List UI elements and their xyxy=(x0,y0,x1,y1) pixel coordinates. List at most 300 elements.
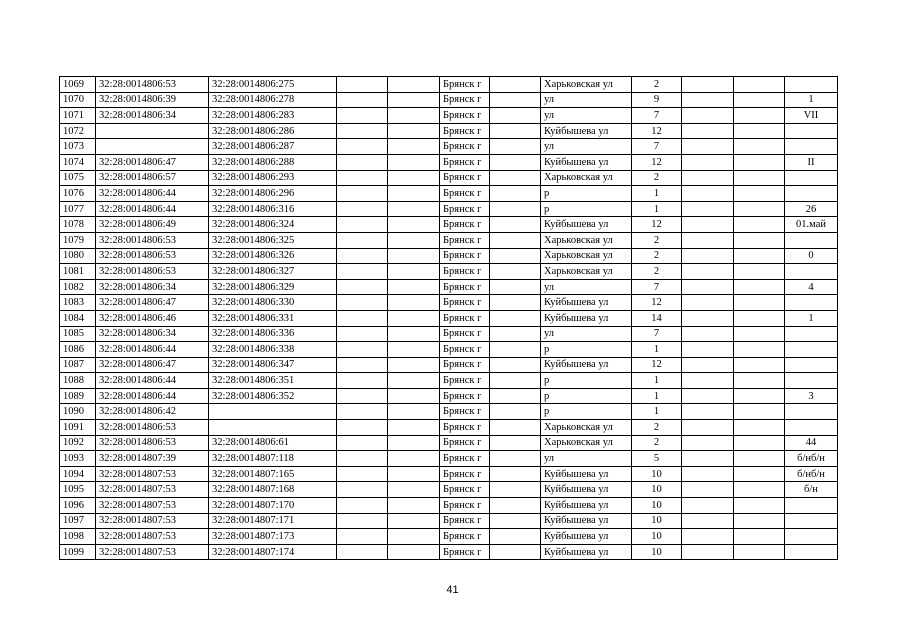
city-cell: Брянск г xyxy=(440,232,490,248)
house-number-cell: 1 xyxy=(632,201,682,217)
empty-cell xyxy=(734,170,785,186)
building-cadastral-number-cell: 32:28:0014806:287 xyxy=(209,139,337,155)
table-row xyxy=(60,170,838,186)
row-number-cell: 1086 xyxy=(60,342,96,358)
empty-cell xyxy=(388,123,440,139)
empty-cell xyxy=(490,388,541,404)
empty-cell xyxy=(388,342,440,358)
city-cell: Брянск г xyxy=(440,498,490,514)
row-number-cell: 1073 xyxy=(60,139,96,155)
empty-cell xyxy=(337,77,388,93)
empty-cell xyxy=(490,310,541,326)
parcel-cadastral-number-cell: 32:28:0014806:57 xyxy=(96,170,209,186)
empty-cell xyxy=(490,373,541,389)
street-cell: Куйбышева ул xyxy=(541,123,632,139)
empty-cell xyxy=(490,170,541,186)
street-cell: р xyxy=(541,186,632,202)
empty-cell xyxy=(682,77,734,93)
empty-cell xyxy=(337,373,388,389)
flat-number-cell xyxy=(785,498,838,514)
row-number-cell: 1087 xyxy=(60,357,96,373)
flat-number-cell: б/нб/н xyxy=(785,451,838,467)
flat-number-cell xyxy=(785,326,838,342)
row-number-cell: 1091 xyxy=(60,420,96,436)
parcel-cadastral-number-cell: 32:28:0014806:44 xyxy=(96,342,209,358)
table-row xyxy=(60,108,838,124)
empty-cell xyxy=(734,279,785,295)
street-cell: Куйбышева ул xyxy=(541,513,632,529)
building-cadastral-number-cell xyxy=(209,420,337,436)
row-number-cell: 1081 xyxy=(60,264,96,280)
parcel-cadastral-number-cell: 32:28:0014806:53 xyxy=(96,435,209,451)
empty-cell xyxy=(490,326,541,342)
empty-cell xyxy=(337,232,388,248)
empty-cell xyxy=(337,466,388,482)
street-cell: Харьковская ул xyxy=(541,232,632,248)
empty-cell xyxy=(490,404,541,420)
street-cell: Куйбышева ул xyxy=(541,295,632,311)
empty-cell xyxy=(490,451,541,467)
flat-number-cell: 1 xyxy=(785,310,838,326)
flat-number-cell xyxy=(785,513,838,529)
flat-number-cell xyxy=(785,77,838,93)
house-number-cell: 10 xyxy=(632,513,682,529)
house-number-cell: 12 xyxy=(632,357,682,373)
empty-cell xyxy=(388,295,440,311)
empty-cell xyxy=(734,466,785,482)
street-cell: Харьковская ул xyxy=(541,170,632,186)
empty-cell xyxy=(682,498,734,514)
empty-cell xyxy=(734,154,785,170)
empty-cell xyxy=(388,388,440,404)
building-cadastral-number-cell: 32:28:0014806:286 xyxy=(209,123,337,139)
flat-number-cell: б/н xyxy=(785,482,838,498)
house-number-cell: 2 xyxy=(632,248,682,264)
street-cell: Харьковская ул xyxy=(541,248,632,264)
house-number-cell: 5 xyxy=(632,451,682,467)
table-row xyxy=(60,232,838,248)
row-number-cell: 1078 xyxy=(60,217,96,233)
empty-cell xyxy=(734,404,785,420)
empty-cell xyxy=(388,248,440,264)
house-number-cell: 2 xyxy=(632,170,682,186)
building-cadastral-number-cell: 32:28:0014806:325 xyxy=(209,232,337,248)
empty-cell xyxy=(388,232,440,248)
street-cell: ул xyxy=(541,139,632,155)
parcel-cadastral-number-cell xyxy=(96,139,209,155)
empty-cell xyxy=(490,123,541,139)
building-cadastral-number-cell: 32:28:0014806:329 xyxy=(209,279,337,295)
building-cadastral-number-cell: 32:28:0014807:173 xyxy=(209,529,337,545)
street-cell: Куйбышева ул xyxy=(541,310,632,326)
parcel-cadastral-number-cell: 32:28:0014806:53 xyxy=(96,77,209,93)
parcel-cadastral-number-cell: 32:28:0014807:39 xyxy=(96,451,209,467)
building-cadastral-number-cell: 32:28:0014806:338 xyxy=(209,342,337,358)
empty-cell xyxy=(337,420,388,436)
parcel-cadastral-number-cell: 32:28:0014806:44 xyxy=(96,388,209,404)
empty-cell xyxy=(682,310,734,326)
empty-cell xyxy=(337,92,388,108)
city-cell: Брянск г xyxy=(440,466,490,482)
address-register-table xyxy=(59,76,838,560)
house-number-cell: 2 xyxy=(632,77,682,93)
empty-cell xyxy=(388,154,440,170)
empty-cell xyxy=(337,498,388,514)
house-number-cell: 7 xyxy=(632,279,682,295)
table-row xyxy=(60,482,838,498)
city-cell: Брянск г xyxy=(440,217,490,233)
table-row xyxy=(60,123,838,139)
flat-number-cell: 1 xyxy=(785,92,838,108)
empty-cell xyxy=(337,451,388,467)
empty-cell xyxy=(388,279,440,295)
empty-cell xyxy=(682,186,734,202)
row-number-cell: 1088 xyxy=(60,373,96,389)
parcel-cadastral-number-cell: 32:28:0014806:44 xyxy=(96,373,209,389)
street-cell: р xyxy=(541,342,632,358)
parcel-cadastral-number-cell: 32:28:0014807:53 xyxy=(96,498,209,514)
empty-cell xyxy=(682,123,734,139)
empty-cell xyxy=(388,435,440,451)
row-number-cell: 1092 xyxy=(60,435,96,451)
empty-cell xyxy=(734,264,785,280)
empty-cell xyxy=(388,513,440,529)
city-cell: Брянск г xyxy=(440,201,490,217)
empty-cell xyxy=(734,123,785,139)
street-cell: Куйбышева ул xyxy=(541,498,632,514)
street-cell: ул xyxy=(541,326,632,342)
table-row xyxy=(60,404,838,420)
empty-cell xyxy=(682,435,734,451)
row-number-cell: 1069 xyxy=(60,77,96,93)
table-row xyxy=(60,373,838,389)
row-number-cell: 1096 xyxy=(60,498,96,514)
flat-number-cell: 4 xyxy=(785,279,838,295)
empty-cell xyxy=(337,248,388,264)
empty-cell xyxy=(388,404,440,420)
empty-cell xyxy=(734,513,785,529)
building-cadastral-number-cell: 32:28:0014806:61 xyxy=(209,435,337,451)
table-row xyxy=(60,466,838,482)
table-row xyxy=(60,186,838,202)
street-cell: ул xyxy=(541,108,632,124)
empty-cell xyxy=(490,420,541,436)
house-number-cell: 12 xyxy=(632,123,682,139)
house-number-cell: 7 xyxy=(632,108,682,124)
building-cadastral-number-cell: 32:28:0014806:347 xyxy=(209,357,337,373)
parcel-cadastral-number-cell: 32:28:0014806:47 xyxy=(96,357,209,373)
empty-cell xyxy=(388,326,440,342)
flat-number-cell xyxy=(785,404,838,420)
empty-cell xyxy=(490,544,541,560)
flat-number-cell: VII xyxy=(785,108,838,124)
empty-cell xyxy=(734,232,785,248)
house-number-cell: 2 xyxy=(632,435,682,451)
house-number-cell: 10 xyxy=(632,498,682,514)
empty-cell xyxy=(490,108,541,124)
empty-cell xyxy=(388,170,440,186)
house-number-cell: 10 xyxy=(632,529,682,545)
empty-cell xyxy=(734,186,785,202)
table-row xyxy=(60,513,838,529)
row-number-cell: 1076 xyxy=(60,186,96,202)
table-row xyxy=(60,139,838,155)
empty-cell xyxy=(388,498,440,514)
city-cell: Брянск г xyxy=(440,279,490,295)
empty-cell xyxy=(682,513,734,529)
row-number-cell: 1080 xyxy=(60,248,96,264)
house-number-cell: 1 xyxy=(632,186,682,202)
flat-number-cell: II xyxy=(785,154,838,170)
empty-cell xyxy=(337,404,388,420)
table-row xyxy=(60,248,838,264)
table-row xyxy=(60,420,838,436)
building-cadastral-number-cell: 32:28:0014806:336 xyxy=(209,326,337,342)
empty-cell xyxy=(490,139,541,155)
city-cell: Брянск г xyxy=(440,529,490,545)
empty-cell xyxy=(682,357,734,373)
empty-cell xyxy=(388,357,440,373)
empty-cell xyxy=(337,170,388,186)
building-cadastral-number-cell: 32:28:0014806:296 xyxy=(209,186,337,202)
empty-cell xyxy=(682,326,734,342)
empty-cell xyxy=(734,248,785,264)
row-number-cell: 1075 xyxy=(60,170,96,186)
table-row xyxy=(60,326,838,342)
empty-cell xyxy=(337,326,388,342)
table-row xyxy=(60,154,838,170)
empty-cell xyxy=(490,357,541,373)
empty-cell xyxy=(388,186,440,202)
parcel-cadastral-number-cell: 32:28:0014806:46 xyxy=(96,310,209,326)
empty-cell xyxy=(734,139,785,155)
empty-cell xyxy=(490,201,541,217)
street-cell: Куйбышева ул xyxy=(541,154,632,170)
city-cell: Брянск г xyxy=(440,108,490,124)
empty-cell xyxy=(734,451,785,467)
empty-cell xyxy=(337,139,388,155)
flat-number-cell: б/нб/н xyxy=(785,466,838,482)
building-cadastral-number-cell: 32:28:0014807:170 xyxy=(209,498,337,514)
empty-cell xyxy=(337,123,388,139)
parcel-cadastral-number-cell: 32:28:0014806:44 xyxy=(96,186,209,202)
empty-cell xyxy=(734,310,785,326)
table-row xyxy=(60,77,838,93)
parcel-cadastral-number-cell: 32:28:0014806:47 xyxy=(96,295,209,311)
row-number-cell: 1085 xyxy=(60,326,96,342)
table-row xyxy=(60,388,838,404)
building-cadastral-number-cell: 32:28:0014806:351 xyxy=(209,373,337,389)
flat-number-cell: 0 xyxy=(785,248,838,264)
street-cell: Харьковская ул xyxy=(541,435,632,451)
empty-cell xyxy=(734,217,785,233)
empty-cell xyxy=(682,154,734,170)
empty-cell xyxy=(734,420,785,436)
empty-cell xyxy=(388,310,440,326)
parcel-cadastral-number-cell: 32:28:0014806:53 xyxy=(96,248,209,264)
house-number-cell: 12 xyxy=(632,217,682,233)
city-cell: Брянск г xyxy=(440,482,490,498)
parcel-cadastral-number-cell: 32:28:0014806:34 xyxy=(96,108,209,124)
city-cell: Брянск г xyxy=(440,154,490,170)
row-number-cell: 1093 xyxy=(60,451,96,467)
empty-cell xyxy=(337,217,388,233)
empty-cell xyxy=(337,357,388,373)
empty-cell xyxy=(682,342,734,358)
empty-cell xyxy=(734,108,785,124)
city-cell: Брянск г xyxy=(440,435,490,451)
empty-cell xyxy=(682,108,734,124)
empty-cell xyxy=(337,186,388,202)
street-cell: р xyxy=(541,201,632,217)
table-row xyxy=(60,529,838,545)
empty-cell xyxy=(388,544,440,560)
building-cadastral-number-cell: 32:28:0014806:275 xyxy=(209,77,337,93)
street-cell: Куйбышева ул xyxy=(541,544,632,560)
flat-number-cell xyxy=(785,232,838,248)
empty-cell xyxy=(734,92,785,108)
house-number-cell: 9 xyxy=(632,92,682,108)
city-cell: Брянск г xyxy=(440,264,490,280)
house-number-cell: 14 xyxy=(632,310,682,326)
street-cell: Куйбышева ул xyxy=(541,357,632,373)
house-number-cell: 10 xyxy=(632,544,682,560)
house-number-cell: 1 xyxy=(632,373,682,389)
city-cell: Брянск г xyxy=(440,544,490,560)
city-cell: Брянск г xyxy=(440,326,490,342)
empty-cell xyxy=(682,201,734,217)
city-cell: Брянск г xyxy=(440,77,490,93)
row-number-cell: 1090 xyxy=(60,404,96,420)
building-cadastral-number-cell: 32:28:0014807:168 xyxy=(209,482,337,498)
house-number-cell: 2 xyxy=(632,232,682,248)
house-number-cell: 12 xyxy=(632,154,682,170)
table-row xyxy=(60,217,838,233)
row-number-cell: 1079 xyxy=(60,232,96,248)
empty-cell xyxy=(337,482,388,498)
empty-cell xyxy=(490,529,541,545)
parcel-cadastral-number-cell: 32:28:0014807:53 xyxy=(96,466,209,482)
row-number-cell: 1083 xyxy=(60,295,96,311)
table-row xyxy=(60,498,838,514)
empty-cell xyxy=(682,264,734,280)
empty-cell xyxy=(682,466,734,482)
city-cell: Брянск г xyxy=(440,342,490,358)
parcel-cadastral-number-cell: 32:28:0014807:53 xyxy=(96,544,209,560)
empty-cell xyxy=(388,451,440,467)
empty-cell xyxy=(682,232,734,248)
street-cell: Куйбышева ул xyxy=(541,217,632,233)
empty-cell xyxy=(734,295,785,311)
flat-number-cell: 3 xyxy=(785,388,838,404)
house-number-cell: 2 xyxy=(632,264,682,280)
city-cell: Брянск г xyxy=(440,186,490,202)
empty-cell xyxy=(337,108,388,124)
street-cell: р xyxy=(541,404,632,420)
building-cadastral-number-cell: 32:28:0014806:283 xyxy=(209,108,337,124)
empty-cell xyxy=(337,342,388,358)
street-cell: ул xyxy=(541,451,632,467)
building-cadastral-number-cell: 32:28:0014806:330 xyxy=(209,295,337,311)
table-row xyxy=(60,342,838,358)
empty-cell xyxy=(388,139,440,155)
empty-cell xyxy=(388,373,440,389)
empty-cell xyxy=(388,529,440,545)
city-cell: Брянск г xyxy=(440,295,490,311)
empty-cell xyxy=(490,295,541,311)
empty-cell xyxy=(388,217,440,233)
street-cell: Куйбышева ул xyxy=(541,482,632,498)
empty-cell xyxy=(490,342,541,358)
flat-number-cell: 44 xyxy=(785,435,838,451)
empty-cell xyxy=(337,154,388,170)
empty-cell xyxy=(734,77,785,93)
flat-number-cell: 01.май xyxy=(785,217,838,233)
empty-cell xyxy=(682,544,734,560)
flat-number-cell xyxy=(785,544,838,560)
house-number-cell: 12 xyxy=(632,295,682,311)
building-cadastral-number-cell: 32:28:0014806:326 xyxy=(209,248,337,264)
flat-number-cell xyxy=(785,342,838,358)
house-number-cell: 7 xyxy=(632,139,682,155)
table-row xyxy=(60,279,838,295)
building-cadastral-number-cell xyxy=(209,404,337,420)
flat-number-cell xyxy=(785,186,838,202)
house-number-cell: 10 xyxy=(632,482,682,498)
flat-number-cell xyxy=(785,123,838,139)
empty-cell xyxy=(337,295,388,311)
page-number: 41 xyxy=(446,584,459,596)
empty-cell xyxy=(682,388,734,404)
city-cell: Брянск г xyxy=(440,123,490,139)
empty-cell xyxy=(734,435,785,451)
parcel-cadastral-number-cell: 32:28:0014806:39 xyxy=(96,92,209,108)
row-number-cell: 1098 xyxy=(60,529,96,545)
empty-cell xyxy=(682,217,734,233)
building-cadastral-number-cell: 32:28:0014806:288 xyxy=(209,154,337,170)
empty-cell xyxy=(490,186,541,202)
city-cell: Брянск г xyxy=(440,373,490,389)
table-row xyxy=(60,92,838,108)
empty-cell xyxy=(682,279,734,295)
empty-cell xyxy=(734,357,785,373)
empty-cell xyxy=(388,264,440,280)
flat-number-cell xyxy=(785,264,838,280)
parcel-cadastral-number-cell: 32:28:0014806:44 xyxy=(96,201,209,217)
row-number-cell: 1097 xyxy=(60,513,96,529)
empty-cell xyxy=(337,388,388,404)
city-cell: Брянск г xyxy=(440,420,490,436)
parcel-cadastral-number-cell: 32:28:0014806:34 xyxy=(96,326,209,342)
building-cadastral-number-cell: 32:28:0014806:331 xyxy=(209,310,337,326)
empty-cell xyxy=(388,108,440,124)
empty-cell xyxy=(337,264,388,280)
row-number-cell: 1070 xyxy=(60,92,96,108)
empty-cell xyxy=(388,77,440,93)
empty-cell xyxy=(682,139,734,155)
row-number-cell: 1074 xyxy=(60,154,96,170)
empty-cell xyxy=(490,279,541,295)
building-cadastral-number-cell: 32:28:0014807:118 xyxy=(209,451,337,467)
flat-number-cell xyxy=(785,373,838,389)
building-cadastral-number-cell: 32:28:0014806:316 xyxy=(209,201,337,217)
empty-cell xyxy=(490,482,541,498)
empty-cell xyxy=(682,529,734,545)
row-number-cell: 1099 xyxy=(60,544,96,560)
building-cadastral-number-cell: 32:28:0014807:171 xyxy=(209,513,337,529)
parcel-cadastral-number-cell: 32:28:0014806:42 xyxy=(96,404,209,420)
flat-number-cell xyxy=(785,139,838,155)
